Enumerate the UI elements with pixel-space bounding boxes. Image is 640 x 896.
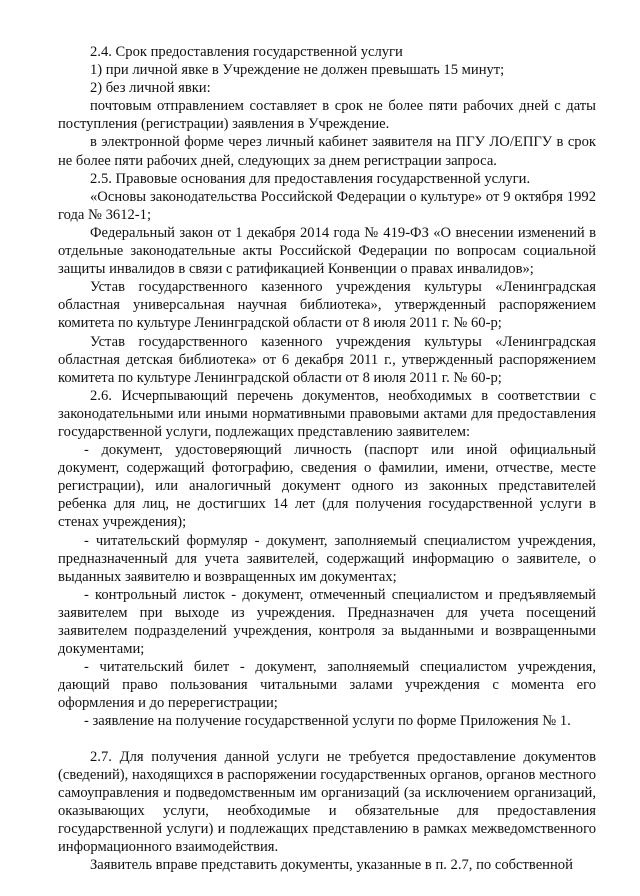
paragraph-charter-children-library: Устав государственного казенного учреждения культуры «Ленинградская областная детская библиотека» от 6 декабря 2011 г., утвержденный распоряжением комитета по культуре Ленинградской области от 8 июля 2011 г. № 60-р; bbox=[58, 333, 596, 386]
paragraph-culture-law: «Основы законодательства Российской Федерации о культуре» от 9 октября 1992 года № 3612-1; bbox=[58, 188, 596, 223]
paragraph-personal-visit: 1) при личной явке в Учреждение не должен превышать 15 минут; bbox=[90, 62, 505, 79]
section-2-7-paragraph: 2.7. Для получения данной услуги не требуется предоставление документов (сведений), находящихся в распоряжении государственных органов, органов местного самоуправления и подведомственным им организаций (за исключением организаций, оказывающих услуги, необходимые и обязательные для предоставления государственной услуги) и подлежащих представлению в рамках межведомственного информационного взаимодействия. bbox=[58, 748, 596, 856]
section-2-5-heading: 2.5. Правовые основания для предоставления государственной услуги. bbox=[90, 170, 531, 187]
paragraph-applicant-right: Заявитель вправе представить документы, указанные в п. 2.7, по собственной bbox=[90, 857, 573, 874]
paragraph-federal-law: Федеральный закон от 1 декабря 2014 года № 419-ФЗ «О внесении изменений в отдельные законодательные акты Российской Федерации по вопросам социальной защиты инвалидов в связи с ратификацией Конвенции о правах инвалидов»; bbox=[58, 224, 596, 278]
paragraph-electronic: в электронной форме через личный кабинет заявителя на ПГУ ЛО/ЕПГУ в срок не более пяти рабочих дней, следующих за днем регистрации запроса. bbox=[58, 134, 596, 169]
document-body bbox=[58, 43, 596, 874]
list-item-reader-card: - читательский билет - документ, заполняемый специалистом учреждения, дающий право пользования читальными залами учреждения с момента его оформления и до перерегистрации; bbox=[58, 659, 596, 712]
list-item-control-sheet: - контрольный листок - документ, отмеченный специалистом и предъявляемый заявителем при выходе из учреждения. Предназначен для учета посещений заявителем подразделений учреждения, контроля за выданными и возвращенными документами; bbox=[58, 586, 596, 658]
paragraph-charter-universal-library: Устав государственного казенного учреждения культуры «Ленинградская областная универсальная научная библиотека», утвержденный распоряжением комитета по культуре Ленинградской области от 8 июля 2011 г. № 60-р; bbox=[58, 279, 596, 332]
paragraph-without-visit: 2) без личной явки: bbox=[90, 80, 211, 97]
paragraph-postal: почтовым отправлением составляет в срок не более пяти рабочих дней с даты поступления (регистрации) заявления в Учреждение. bbox=[58, 98, 596, 133]
list-item-application: - заявление на получение государственной услуги по форме Приложения № 1. bbox=[84, 713, 571, 730]
list-item-reader-form: - читательский формуляр - документ, заполняемый специалистом учреждения, предназначенный для учета заявителей, содержащий информацию о заявителе, о выданных заявителю и возвращенных им документах; bbox=[58, 532, 596, 585]
section-2-4-heading: 2.4. Срок предоставления государственной услуги bbox=[90, 44, 403, 60]
section-2-6-heading: 2.6. Исчерпывающий перечень документов, необходимых в соответствии с законодательными или иными нормативными правовыми актами для предоставления государственной услуги, подлежащих представлению заявителем: bbox=[58, 387, 596, 440]
list-item-identity-document: - документ, удостоверяющий личность (паспорт или иной официальный документ, содержащий фотографию, сведения о фамилии, имени, отчестве, месте регистрации), или аналогичный документ одного из законных представителей ребенка для лиц, не достигших 14 лет (для получения государственной услуги в стенах учреждения); bbox=[58, 442, 596, 531]
